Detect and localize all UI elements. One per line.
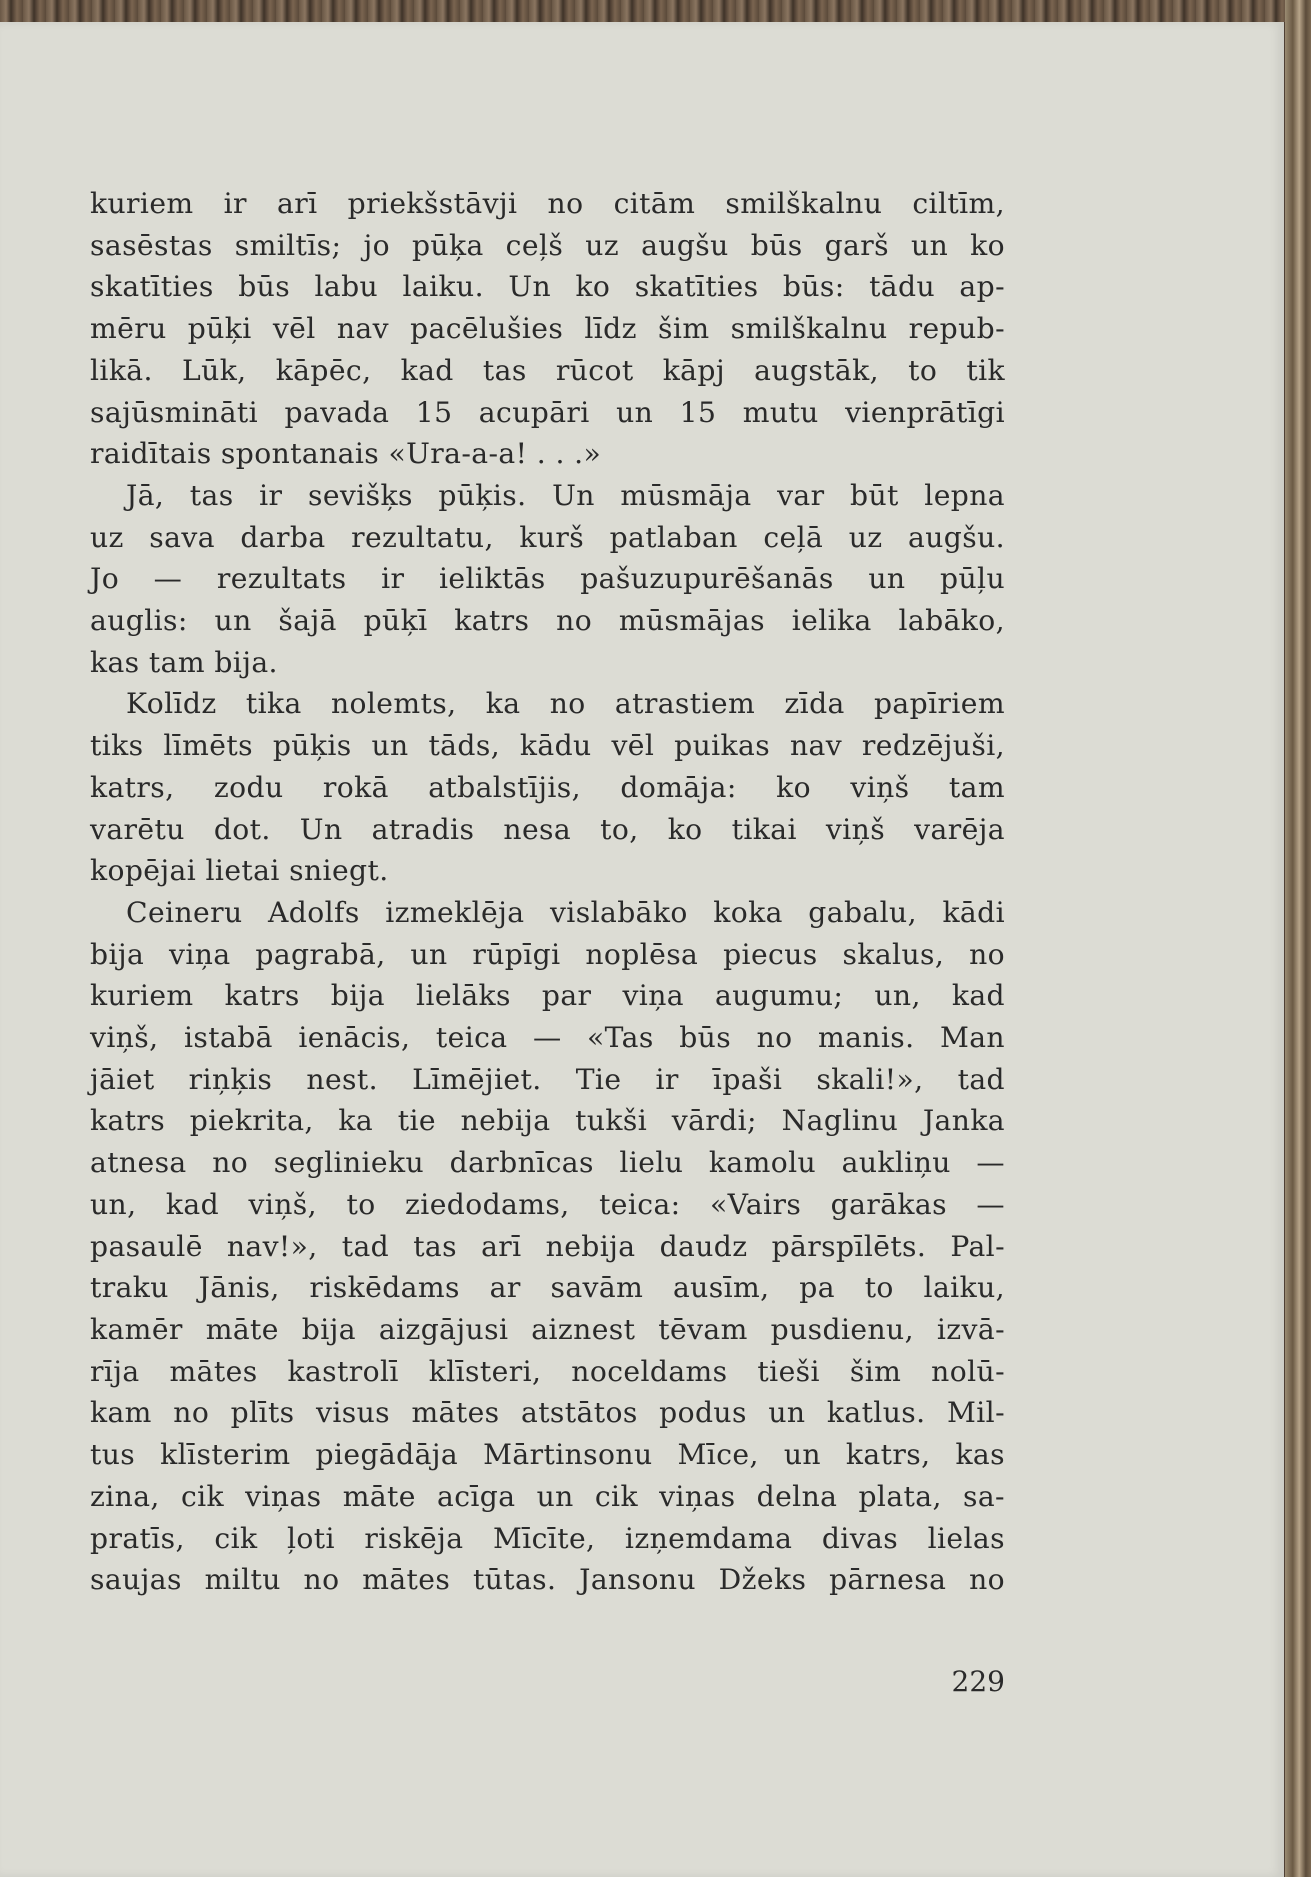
book-edge-top	[0, 0, 1311, 22]
text-line: likā. Lūk, kāpēc, kad tas rūcot kāpj augstāk, to tik	[90, 353, 1005, 387]
book-edge-right	[1285, 0, 1311, 1877]
text-line: rīja mātes kastrolī klīsteri, noceldams tieši šim nolū-	[90, 1354, 1005, 1388]
text-line: skatīties būs labu laiku. Un ko skatīties būs: tādu ap-	[90, 270, 1005, 304]
text-line: tiks līmēts pūķis un tāds, kādu vēl puikas nav redzējuši,	[90, 729, 1005, 763]
text-line: kuriem katrs bija lielāks par viņa augumu; un, kad	[90, 979, 1005, 1013]
text-line: Jo — rezultats ir ieliktās pašuzupurēšanās un pūļu	[90, 562, 1005, 596]
text-line: atnesa no seglinieku darbnīcas lielu kamolu aukliņu —	[90, 1146, 1005, 1180]
text-line: kam no plīts visus mātes atstātos podus un katlus. Mil-	[90, 1396, 1005, 1430]
text-line: tus klīsterim piegādāja Mārtinsonu Mīce, un katrs, kas	[90, 1438, 1005, 1472]
text-line: auglis: un šajā pūķī katrs no mūsmājas ielika labāko,	[90, 604, 1005, 638]
text-line: mēru pūķi vēl nav pacēlušies līdz šim smilškalnu repub-	[90, 312, 1005, 346]
text-line: katrs, zodu rokā atbalstījis, domāja: ko viņš tam	[90, 770, 1005, 804]
text-line: raidītais spontanais «Ura-a-a! . . .»	[90, 437, 602, 471]
text-line: Ceineru Adolfs izmeklēja vislabāko koka gabalu, kādi	[126, 895, 1005, 929]
text-line: varētu dot. Un atradis nesa to, ko tikai viņš varēja	[90, 812, 1005, 846]
text-line: un, kad viņš, to ziedodams, teica: «Vairs garākas —	[90, 1187, 1005, 1221]
text-line: traku Jānis, riskēdams ar savām ausīm, pa to laiku,	[90, 1271, 1005, 1305]
text-line: katrs piekrita, ka tie nebija tukši vārdi; Naglinu Janka	[90, 1104, 1005, 1138]
text-line: kopējai lietai sniegt.	[90, 854, 389, 888]
text-line: sajūsmināti pavada 15 acupāri un 15 mutu vienprātīgi	[90, 395, 1005, 429]
text-line: jāiet riņķis nest. Līmējiet. Tie ir īpaši skali!», tad	[90, 1062, 1005, 1096]
text-line: kas tam bija.	[90, 645, 278, 679]
body-text	[90, 183, 1005, 1601]
text-line: bija viņa pagrabā, un rūpīgi noplēsa piecus skalus, no	[90, 937, 1005, 971]
text-line: zina, cik viņas māte acīga un cik viņas delna plata, sa-	[90, 1479, 1005, 1513]
text-line: pratīs, cik ļoti riskēja Mīcīte, izņemdama divas lielas	[90, 1521, 1005, 1555]
page-number: 229	[951, 1665, 1005, 1698]
text-line: saujas miltu no mātes tūtas. Jansonu Džeks pārnesa no	[90, 1563, 1005, 1597]
text-line: sasēstas smiltīs; jo pūķa ceļš uz augšu būs garš un ko	[90, 228, 1005, 262]
text-line: uz sava darba rezultatu, kurš patlaban ceļā uz augšu.	[90, 520, 1005, 554]
text-line: Jā, tas ir sevišķs pūķis. Un mūsmāja var būt lepna	[126, 478, 1005, 512]
text-line: kuriem ir arī priekšstāvji no citām smilškalnu ciltīm,	[90, 187, 1005, 220]
text-line: Kolīdz tika nolemts, ka no atrastiem zīda papīriem	[126, 687, 1005, 721]
text-line: pasaulē nav!», tad tas arī nebija daudz pārspīlēts. Pal-	[90, 1229, 1005, 1263]
text-line: kamēr māte bija aizgājusi aiznest tēvam pusdienu, izvā-	[90, 1312, 1005, 1346]
text-line: viņš, istabā ienācis, teica — «Tas būs no manis. Man	[90, 1021, 1005, 1055]
